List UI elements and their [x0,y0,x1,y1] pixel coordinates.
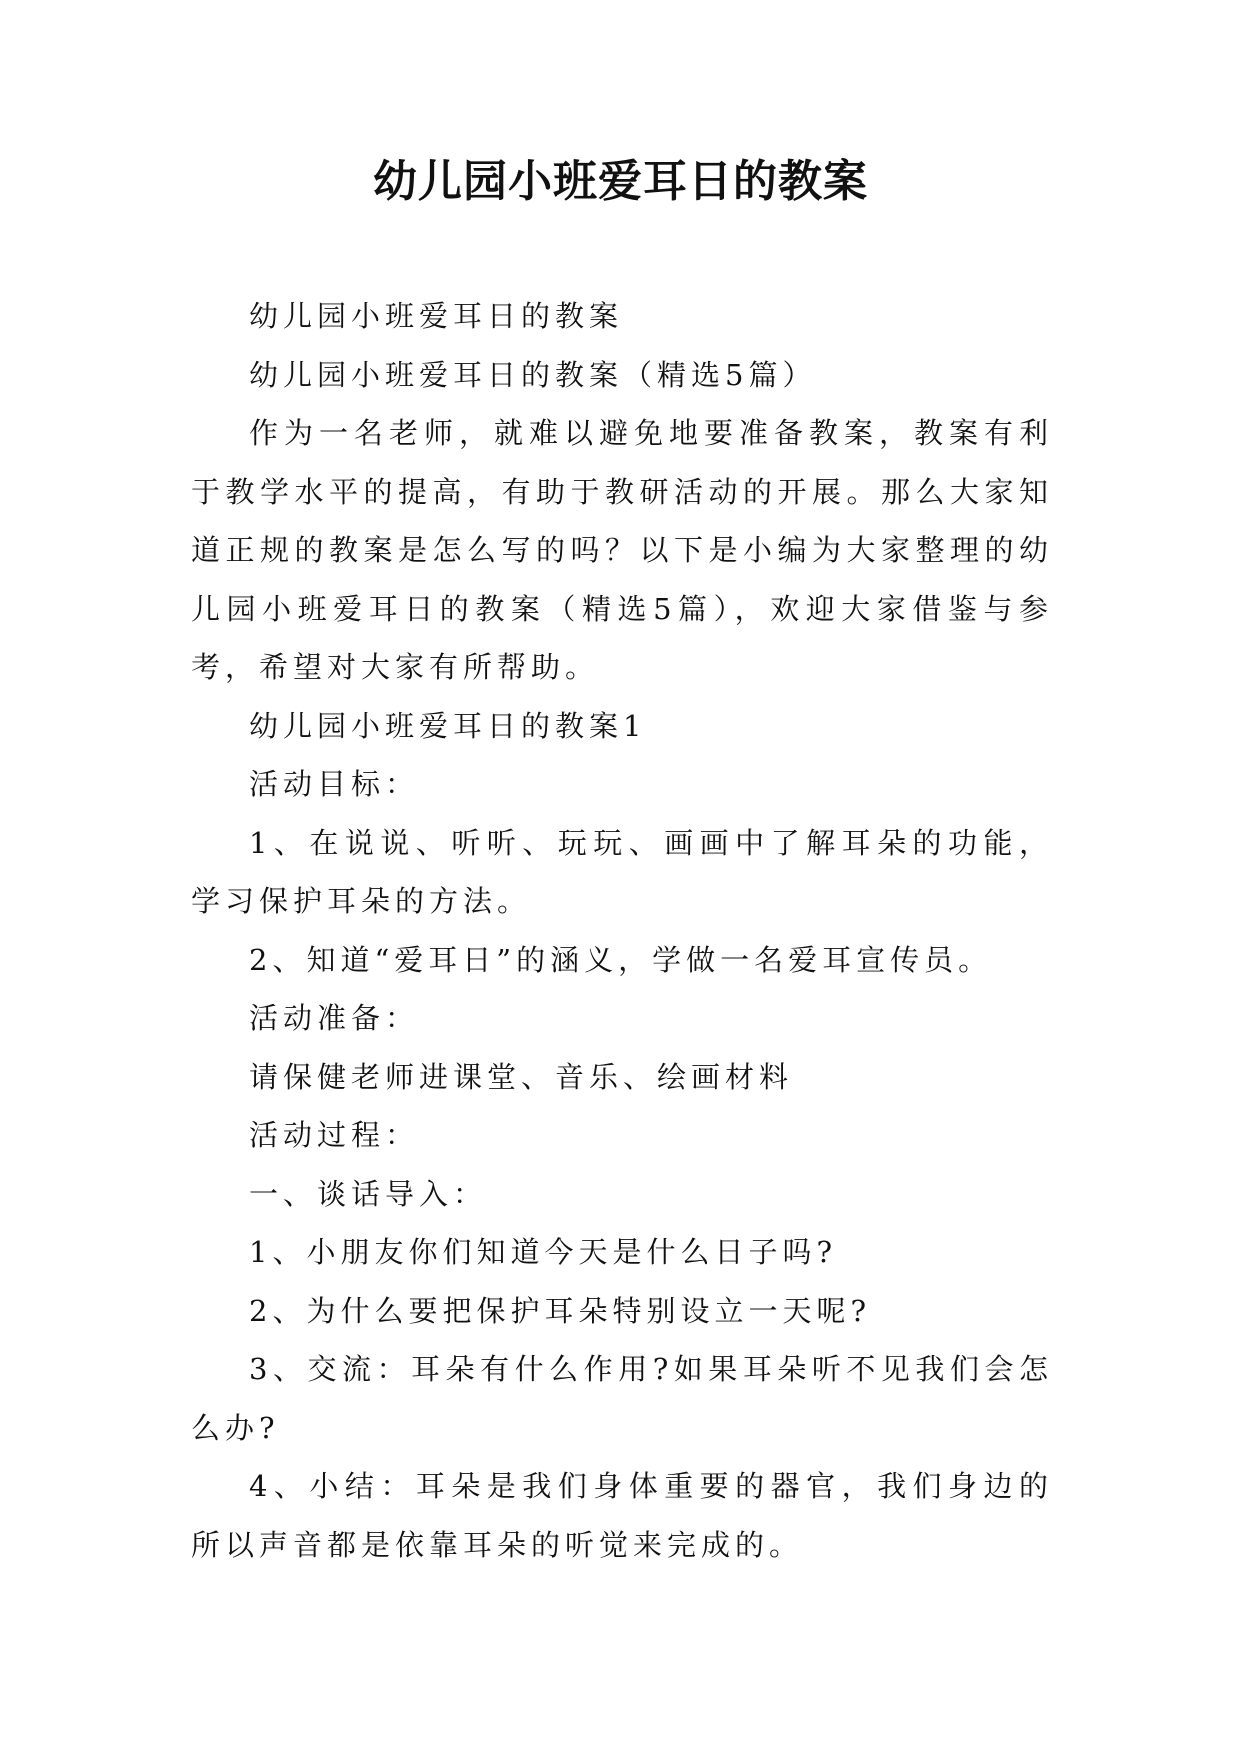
step-item-2: 2、为什么要把保护耳朵特别设立一天呢? [249,1293,871,1328]
step-item-1: 1、小朋友你们知道今天是什么日子吗? [249,1235,837,1269]
activity-process-heading: 活动过程： [249,1118,420,1152]
paragraph-intro: 作为一名老师，就难以避免地要准备教案，教案有利于教学水平的提高，有助于教研活动的开展。那么大家知道正规的教案是怎么写的吗？以下是小编为大家整理的幼儿园小班爱耳日的教案（精选5篇），欢迎大家借鉴与参考，希望对大家有所帮助。 [191,416,1053,684]
activity-preparation-heading: 活动准备： [249,1001,420,1035]
section-heading-1: 幼儿园小班爱耳日的教案1 [249,708,647,743]
step-heading-1: 一、谈话导入： [249,1176,488,1211]
paragraph-subtitle: 幼儿园小班爱耳日的教案（精选5篇） [249,357,817,392]
step-item-3: 3、交流：耳朵有什么作用?如果耳朵听不见我们会怎么办? [191,1352,1053,1445]
document-title: 幼儿园小班爱耳日的教案 [373,156,868,207]
goal-item-1: 1、在说说、听听、玩玩、画画中了解耳朵的功能，学习保护耳朵的方法。 [191,825,1053,918]
preparation-text: 请保健老师进课堂、音乐、绘画材料 [249,1059,794,1094]
activity-goals-heading: 活动目标： [249,767,420,801]
document-body [191,287,1053,1574]
goal-item-2: 2、知道“爱耳日”的涵义，学做一名爱耳宣传员。 [249,942,993,977]
step-item-4: 4、小结：耳朵是我们身体重要的器官，我们身边的所以声音都是依靠耳朵的听觉来完成的。 [191,1469,1053,1562]
paragraph-heading: 幼儿园小班爱耳日的教案 [249,299,624,333]
